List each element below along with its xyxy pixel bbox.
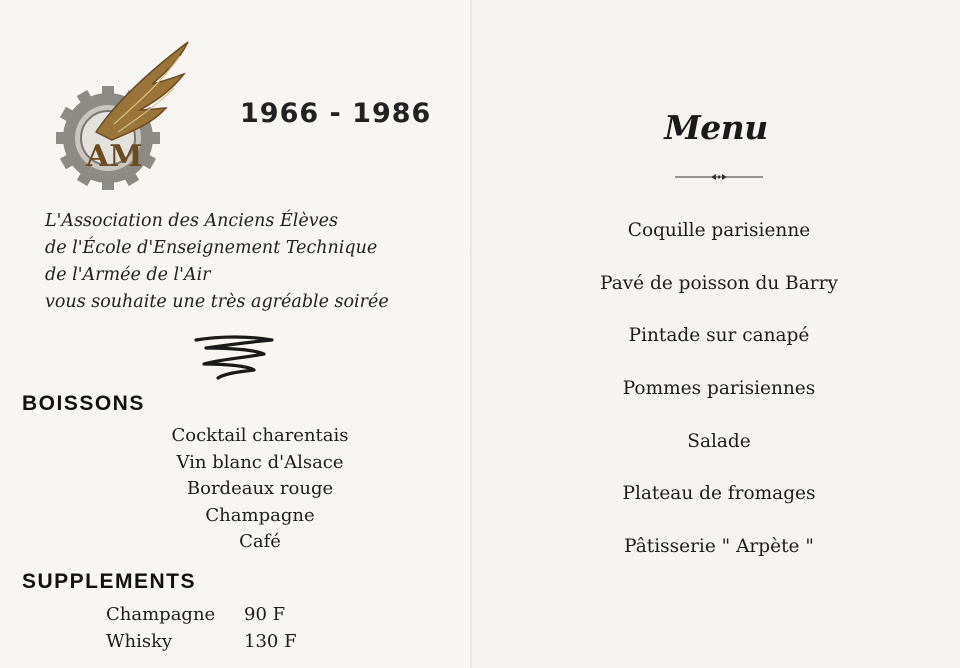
list-item: Champagne bbox=[205, 504, 315, 526]
boissons-title: BOISSONS bbox=[22, 392, 145, 415]
menu-item: Pintade sur canapé bbox=[628, 325, 810, 347]
logo-lettering: AM bbox=[86, 139, 143, 174]
list-item: Café bbox=[239, 531, 281, 552]
menu-item: Salade bbox=[687, 430, 751, 452]
greeting-line: vous souhaite une très agréable soirée bbox=[45, 292, 389, 312]
left-page bbox=[0, 0, 472, 668]
menu-item: Pavé de poisson du Barry bbox=[600, 272, 838, 294]
menu-item: Coquille parisienne bbox=[627, 220, 811, 241]
supplement-name: Whisky bbox=[106, 631, 173, 652]
menu-item: Pâtisserie " Arpète " bbox=[624, 536, 814, 558]
boissons-list bbox=[115, 423, 405, 556]
menu-item: Plateau de fromages bbox=[622, 483, 816, 505]
list-item: Cocktail charentais bbox=[171, 425, 349, 446]
greeting-line: de l'Armée de l'Air bbox=[45, 265, 211, 285]
greeting-line: de l'École d'Enseignement Technique bbox=[45, 238, 378, 258]
menu-divider-ornament-icon bbox=[675, 170, 763, 184]
menu-item: Pommes parisiennes bbox=[622, 378, 816, 400]
association-logo bbox=[56, 40, 192, 208]
list-item: Vin blanc d'Alsace bbox=[176, 451, 344, 473]
anniversary-years: 1966 - 1986 bbox=[240, 98, 432, 129]
supplement-row bbox=[106, 601, 314, 628]
menu-title: Menu bbox=[664, 108, 768, 147]
menu-list bbox=[472, 214, 960, 583]
supplement-price: 90 F bbox=[244, 604, 286, 625]
right-page bbox=[472, 0, 960, 668]
supplement-name: Champagne bbox=[106, 604, 216, 625]
greeting-text bbox=[45, 208, 389, 316]
supplements-title: SUPPLEMENTS bbox=[22, 570, 197, 593]
greeting-line: L'Association des Anciens Élèves bbox=[45, 211, 338, 231]
supplement-price: 130 F bbox=[244, 631, 297, 652]
list-item: Bordeaux rouge bbox=[186, 478, 334, 499]
supplement-row bbox=[106, 628, 314, 655]
flourish-ornament-icon bbox=[190, 334, 276, 380]
supplements-list bbox=[106, 601, 314, 655]
